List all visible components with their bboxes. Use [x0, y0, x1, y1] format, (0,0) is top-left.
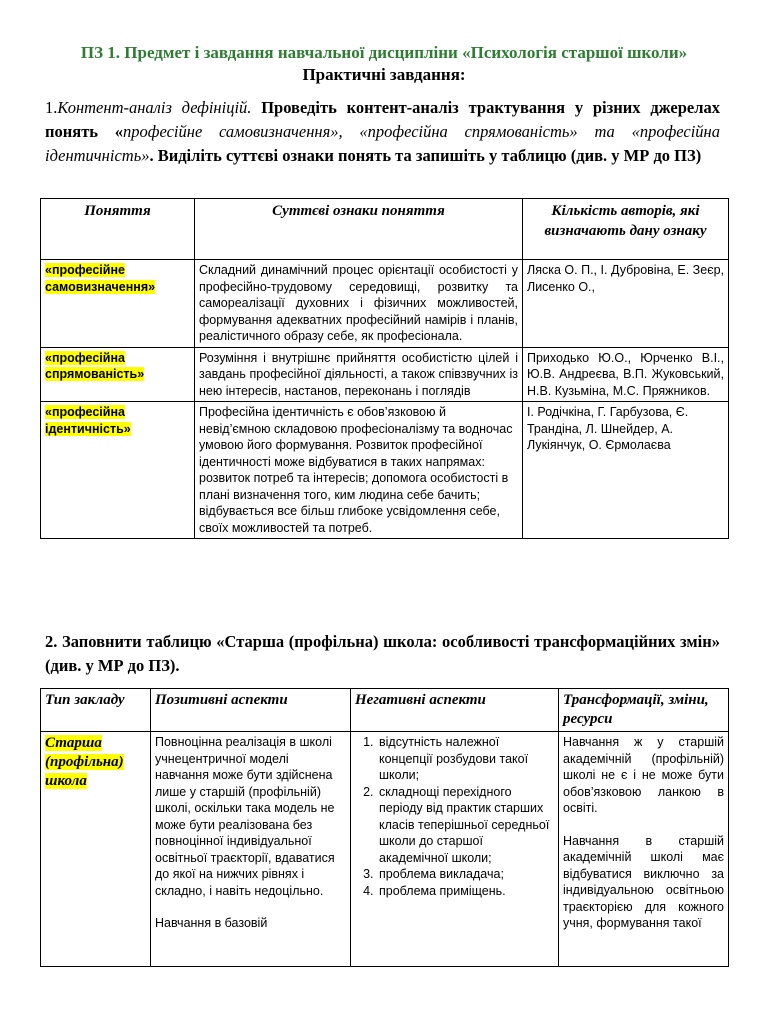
page-title: ПЗ 1. Предмет і завдання навчальної дисципліни «Психологія старшої школи»: [80, 43, 688, 62]
header-authors-count: Кількість авторів, які визначають дану ознаку: [523, 199, 729, 260]
transformations-cell: [559, 732, 729, 967]
features-cell: Розуміння і внутрішнє прийняття особистістю цілей і завдань професійної діяльності, а також співзвучних із нею інтересів, настанов, переконань і поглядів: [195, 347, 523, 402]
list-item: 3. проблема викладача;: [377, 866, 554, 883]
transform-paragraph-2: Навчання в старшій академічній школі має відбуватися виключно за індивідуальною освітньою траєкторією для кожного учня, формування такої: [563, 833, 724, 930]
table-row: [41, 260, 729, 348]
term-orientation: «професійна спрямованість»: [45, 350, 145, 381]
authors-cell: Ляска О. П., І. Дубровіна, Е. Зеєр, Лисенко О.,: [523, 260, 729, 348]
task-1-text-a: Проведіть контент-аналіз трактування у різних джерелах понять «: [45, 98, 720, 141]
term-cell: [41, 347, 195, 402]
term-identity: «професійна ідентичність»: [45, 405, 131, 436]
positive-paragraph-2: Навчання в базовій: [155, 916, 268, 930]
header-features: Суттєві ознаки поняття: [195, 199, 523, 260]
task-1-terms: професійне самовизначення», «професійна спрямованість» та «професійна ідентичність»: [45, 122, 720, 165]
school-table-header-row: [41, 689, 729, 732]
page-subtitle: Практичні завдання:: [302, 65, 466, 84]
task-1-paragraph: [45, 96, 720, 168]
header-concept: Поняття: [41, 199, 195, 260]
list-item: 4. проблема приміщень.: [377, 883, 554, 900]
table-row: [41, 347, 729, 402]
negative-list: [355, 734, 554, 899]
task-2-text: 2. Заповнити таблицю «Старша (профільна) школа: особливості трансформаційних змін» (див. у МР до ПЗ).: [45, 632, 720, 675]
authors-cell: Приходько Ю.О., Юрченко В.І., Ю.В. Андреєва, В.П. Жуковський, Н.В. Кузьміна, М.С. Пряжников.: [523, 347, 729, 402]
table-row: [41, 732, 729, 967]
term-self-determination: «професійне самовизначення»: [45, 263, 156, 294]
term-cell: [41, 402, 195, 539]
concepts-table-header-row: [41, 199, 729, 260]
school-type-cell: [41, 732, 151, 967]
concepts-table: [40, 198, 729, 539]
list-item: 2. складнощі перехідного періоду від практик старших класів теперішньої середньої школи до старшої академічної школи;: [377, 784, 554, 867]
header-transformations: Трансформації, зміни, ресурси: [559, 689, 729, 732]
positive-cell: [151, 732, 351, 967]
task-1-label: Контент-аналіз дефініцій.: [57, 98, 252, 117]
header-positive: Позитивні аспекти: [151, 689, 351, 732]
authors-cell: І. Родічкіна, Г. Гарбузова, Є. Трандіна, Л. Шнейдер, А. Лукіянчук, О. Єрмолаєва: [523, 402, 729, 539]
features-cell: Складний динамічний процес орієнтації особистості у професійно-трудовому середовищі, розвитку та самореалізації духовних і фізичних можливостей, формування адекватних професійний намірів і планів, реалістичного образу себе, як професіонала.: [195, 260, 523, 348]
task-1-text-b: . Виділіть суттєві ознаки понять та запишіть у таблицю (див. у МР до ПЗ): [149, 146, 702, 165]
table-row: [41, 402, 729, 539]
term-cell: [41, 260, 195, 348]
task-1-number: 1.: [45, 98, 58, 117]
transform-paragraph-1: Навчання ж у старшій академічній (профільній) школі не є і не може бути обов’язковою ланкою в освіті.: [563, 735, 724, 815]
header-negative: Негативні аспекти: [351, 689, 559, 732]
features-cell: Професійна ідентичність є обов’язковою й невід’ємною складовою професіоналізму та водночас умовою його формування. Розвиток професійної ідентичності може відбуватися в таких напрямах: розвиток потреб та інтересів; допомога особистості в плані визначення того, ким людина себе бачить; відбувається все більш глибоке усвідомлення себе, своїх можливостей та потреб.: [195, 402, 523, 539]
school-transformation-table: [40, 688, 729, 967]
task-2-paragraph: [45, 630, 720, 678]
list-item: 1. відсутність належної концепції розбудови такої школи;: [377, 734, 554, 784]
school-type-label: Старша (профільна) школа: [45, 735, 124, 789]
positive-paragraph-1: Повноцінна реалізація в школі учнецентричної моделі навчання може бути здійснена лише у старшій (профільній) школі, оскільки така модель не може бути реалізована без повноцінної індивідуальної освітньої траєкторії, вдаватися до якої на нижчих рівнях і складно, і навіть недоцільно.: [155, 735, 335, 898]
header-school-type: Тип закладу: [41, 689, 151, 732]
negative-cell: [351, 732, 559, 967]
